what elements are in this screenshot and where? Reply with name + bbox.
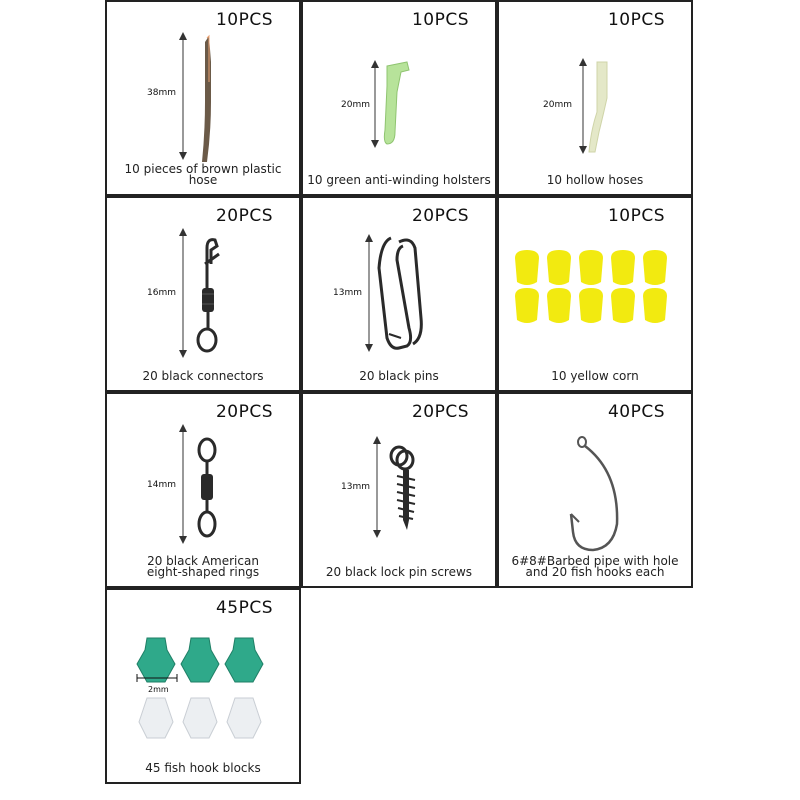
item-card-black-pin: [301, 196, 497, 392]
dimension-label: 13mm: [341, 482, 370, 492]
quantity-label: 20PCS: [411, 206, 469, 226]
quantity-label: 20PCS: [215, 402, 273, 422]
quantity-label: 20PCS: [215, 206, 273, 226]
quantity-label: 10PCS: [215, 10, 273, 30]
item-caption: 45 fish hook blocks: [145, 761, 261, 775]
dimension-label: 38mm: [147, 88, 176, 98]
quantity-label: 20PCS: [411, 402, 469, 422]
item-card-barbed-hook: [497, 392, 693, 588]
item-card-hook-blocks: [105, 588, 301, 784]
item-card-hollow-hose: [497, 0, 693, 196]
dimension-label: 2mm: [148, 685, 169, 694]
caption-line-2: eight-shaped rings: [146, 565, 260, 579]
item-caption: 10 hollow hoses: [546, 173, 644, 187]
item-caption: 10 green anti-winding holsters: [307, 173, 491, 187]
dimension-label: 14mm: [147, 480, 176, 490]
item-caption: [501, 556, 689, 578]
dimension-label: 13mm: [333, 288, 362, 298]
dimension-label: 20mm: [543, 100, 572, 110]
hook-blocks-image: [107, 590, 303, 786]
caption-line-1: 6#8#Barbed pipe with hole: [511, 554, 679, 568]
item-card-black-connector: [105, 196, 301, 392]
quantity-label: 10PCS: [411, 10, 469, 30]
item-caption: [109, 556, 297, 578]
green-holster-image: [303, 2, 499, 198]
hollow-hose-image: [499, 2, 695, 198]
item-caption: 20 black connectors: [142, 369, 264, 383]
item-caption: 10 pieces of brown plastic hose: [124, 162, 282, 187]
dimension-label: 20mm: [341, 100, 370, 110]
item-card-eight-shaped-ring: [105, 392, 301, 588]
quantity-label: 10PCS: [607, 10, 665, 30]
caption-line-1: 20 black American: [147, 554, 259, 568]
item-card-yellow-corn: [497, 196, 693, 392]
item-caption: 20 black lock pin screws: [325, 565, 473, 579]
dimension-label: 16mm: [147, 288, 176, 298]
item-caption: 20 black pins: [359, 369, 439, 383]
quantity-label: 10PCS: [607, 206, 665, 226]
item-card-lock-pin-screw: [301, 392, 497, 588]
caption-line-2: and 20 fish hooks each: [525, 565, 665, 579]
yellow-corn-image: [499, 198, 695, 394]
item-caption: 10 yellow corn: [551, 369, 639, 383]
screw-image: [303, 394, 499, 590]
quantity-label: 45PCS: [215, 598, 273, 618]
item-card-green-holster: [301, 0, 497, 196]
connector-image: [107, 198, 303, 394]
product-grid: [105, 0, 695, 785]
quantity-label: 40PCS: [607, 402, 665, 422]
item-card-brown-hose: [105, 0, 301, 196]
